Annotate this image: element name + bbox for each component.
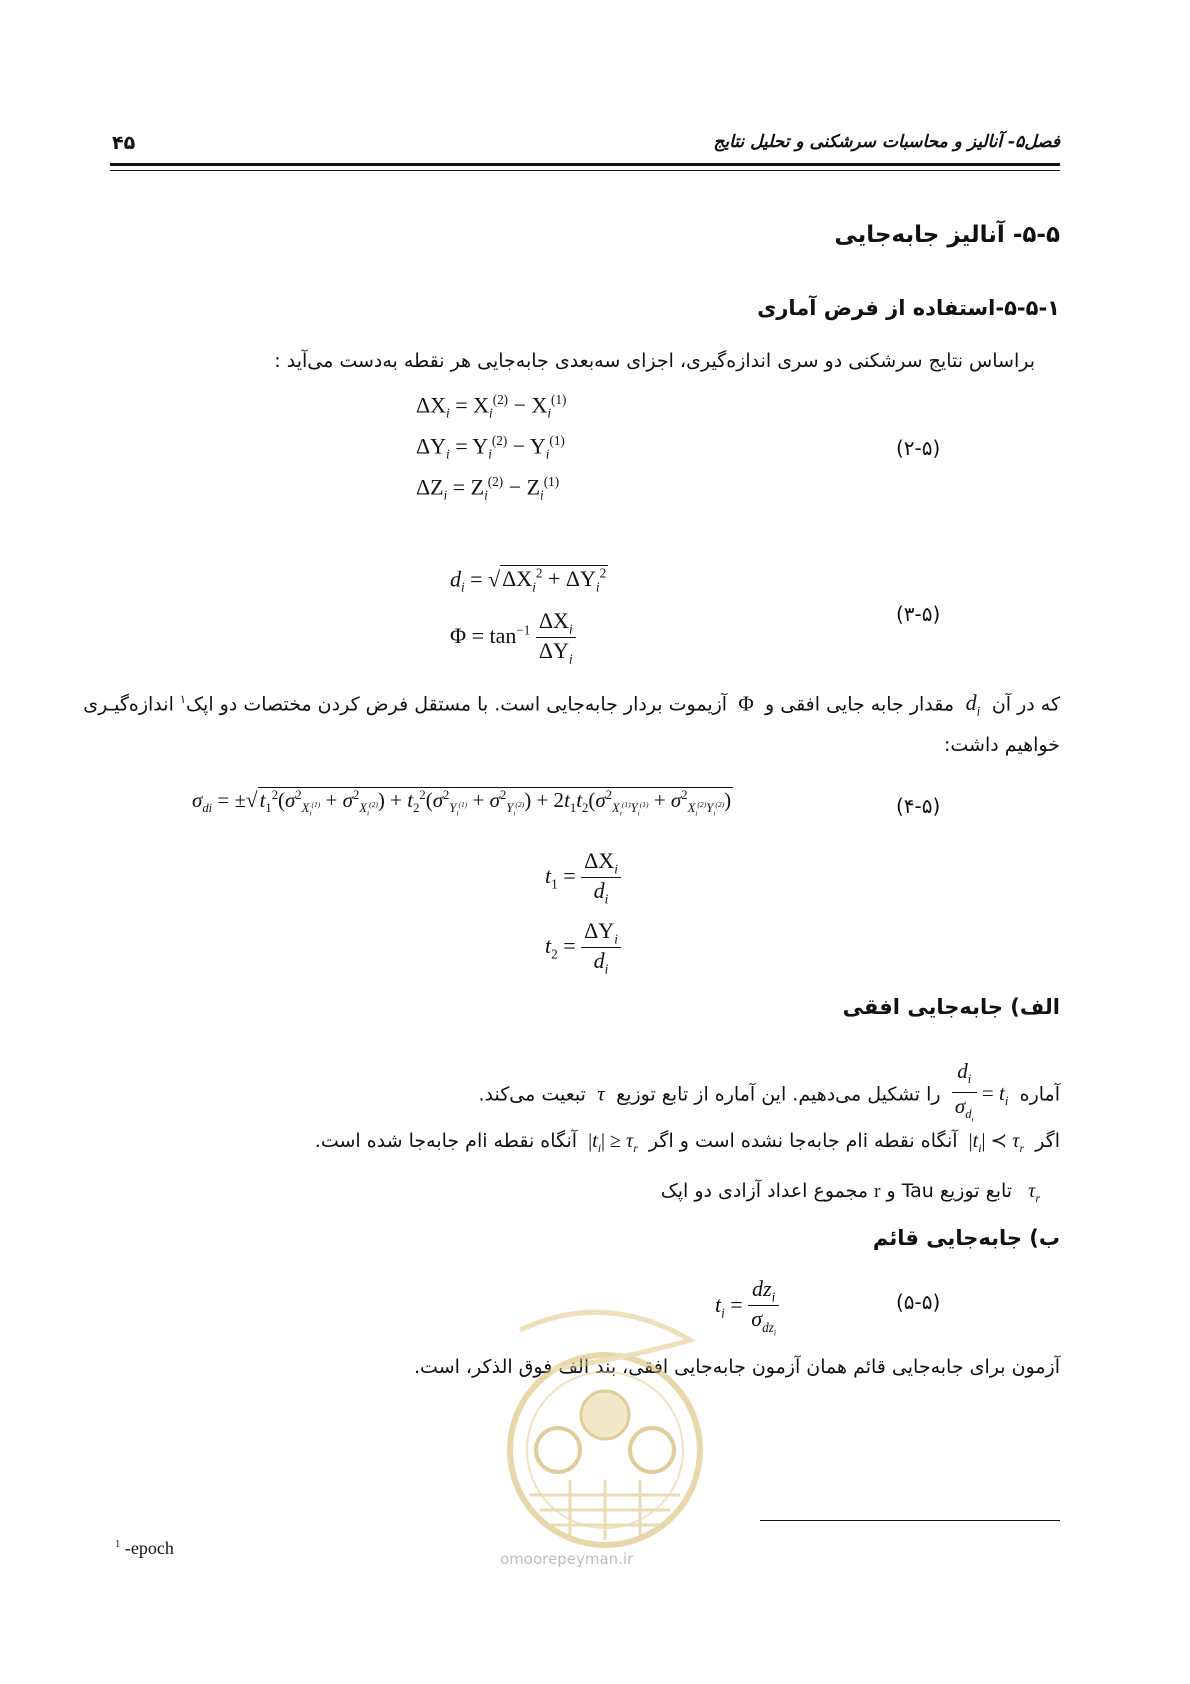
vertical-paragraph: آزمون برای جابه‌جایی قائم همان آزمون جابه‌جایی افقی، بند الف فوق الذکر، است. bbox=[414, 1356, 1060, 1378]
horizontal-line2: اگر $|t_i|$ ≺ $\tau_r$ آنگاه نقطه iام جابه‌جا نشده است و اگر $|t_i| \ge \tau_r$ آنگاه نقطه iام جابه‌جا شده است. bbox=[314, 1130, 1060, 1155]
horizontal-line1: آماره $t_i$ = $\frac{d_i}{\sigma_{d_i}}$ را تشکیل می‌دهیم. این آماره از تابع توزیع τ تبعیت می‌کند. bbox=[478, 1059, 1060, 1124]
footnote-number: 1 bbox=[115, 1538, 121, 1550]
footnote bbox=[115, 1538, 174, 1559]
watermark-site: omoorepeyman.ir bbox=[500, 1550, 634, 1568]
equation-number-4-5: (۴-۵) bbox=[896, 794, 941, 818]
horizontal-heading: الف) جابه‌جایی افقی bbox=[842, 995, 1060, 1019]
intro-paragraph: براساس نتایج سرشکنی دو سری اندازه‌گیری، اجزای سه‌بعدی جابه‌جایی هر نقطه به‌دست می‌آید : bbox=[274, 350, 1035, 372]
horizontal-line3: $\tau_r$ تابع توزیع Tau و r مجموع اعداد آزادی دو اپک bbox=[660, 1180, 1040, 1205]
definition-paragraph-line2: خواهیم داشت: bbox=[944, 734, 1060, 756]
page-number: ۴۵ bbox=[112, 132, 136, 154]
footnote-text: -epoch bbox=[124, 1538, 174, 1558]
watermark-logo bbox=[490, 1300, 720, 1580]
equation-number-5-5: (۵-۵) bbox=[896, 1290, 941, 1314]
equation-delta-x: $\Delta X_i = X_i^{(2)} - X_i^{(1)}$ bbox=[416, 392, 567, 421]
footnote-marker: ۱ bbox=[179, 692, 187, 706]
equation-azimuth: $\Phi = \tan^{-1}$ $\frac{\Delta X_i}{\Delta Y_i}$ bbox=[450, 608, 576, 668]
equation-number-2-5: (۲-۵) bbox=[896, 436, 941, 460]
equation-delta-y: $\Delta Y_i = Y_i^{(2)} - Y_i^{(1)}$ bbox=[416, 433, 565, 462]
subsection-title: ۵-۵-۱-استفاده از فرض آماری bbox=[757, 296, 1060, 320]
equation-t1: $t_1$ = $\frac{\Delta X_i}{d_i}$ bbox=[545, 848, 621, 908]
equation-vertical-t: $t_i$ = $\frac{dz_i}{\sigma_{dz_i}}$ bbox=[715, 1276, 779, 1337]
header-rule-thin bbox=[110, 170, 1060, 171]
equation-t2: $t_2$ = $\frac{\Delta Y_i}{d_i}$ bbox=[545, 918, 621, 978]
footnote-rule bbox=[760, 1520, 1060, 1521]
equation-delta-z: $\Delta Z_i = Z_i^{(2)} - Z_i^{(1)}$ bbox=[416, 474, 560, 503]
header-rule-thick bbox=[110, 163, 1060, 166]
definition-paragraph: که در آن $d_i$ مقدار جابه جایی افقی و Φ آزیموت بردار جابه‌جایی است. با مستقل فرض کردن مختصات دو اپک$^۱$ اندازه‌گیـری bbox=[83, 690, 1060, 719]
section-title: ۵-۵- آنالیز جابه‌جایی bbox=[834, 222, 1060, 248]
equation-number-3-5: (۳-۵) bbox=[896, 602, 941, 626]
chapter-title: فصل۵- آنالیز و محاسبات سرشکنی و تحلیل نتایج bbox=[713, 132, 1060, 152]
vertical-heading: ب) جابه‌جایی قائم bbox=[872, 1226, 1060, 1250]
equation-sigma-d: $\sigma_{di} = \pm√t_1^2(\sigma^2_{X_i^{(1)}} + \sigma^2_{X_i^{(2)}}) + t_2^2(\sigma^2_{Y_i^{(1)}} + \sigma^2_{Y_i^{(2)}}) + 2t_1t_2(\sigma^2_{X_i^{(1)}Y_i^{(1)}} + \sigma^2_{X_i^{(2)}Y_i^{(2)}})$ bbox=[192, 788, 732, 818]
equation-distance: $d_i = √\Delta X_i^2 + \Delta Y_i^2$ bbox=[450, 566, 607, 595]
